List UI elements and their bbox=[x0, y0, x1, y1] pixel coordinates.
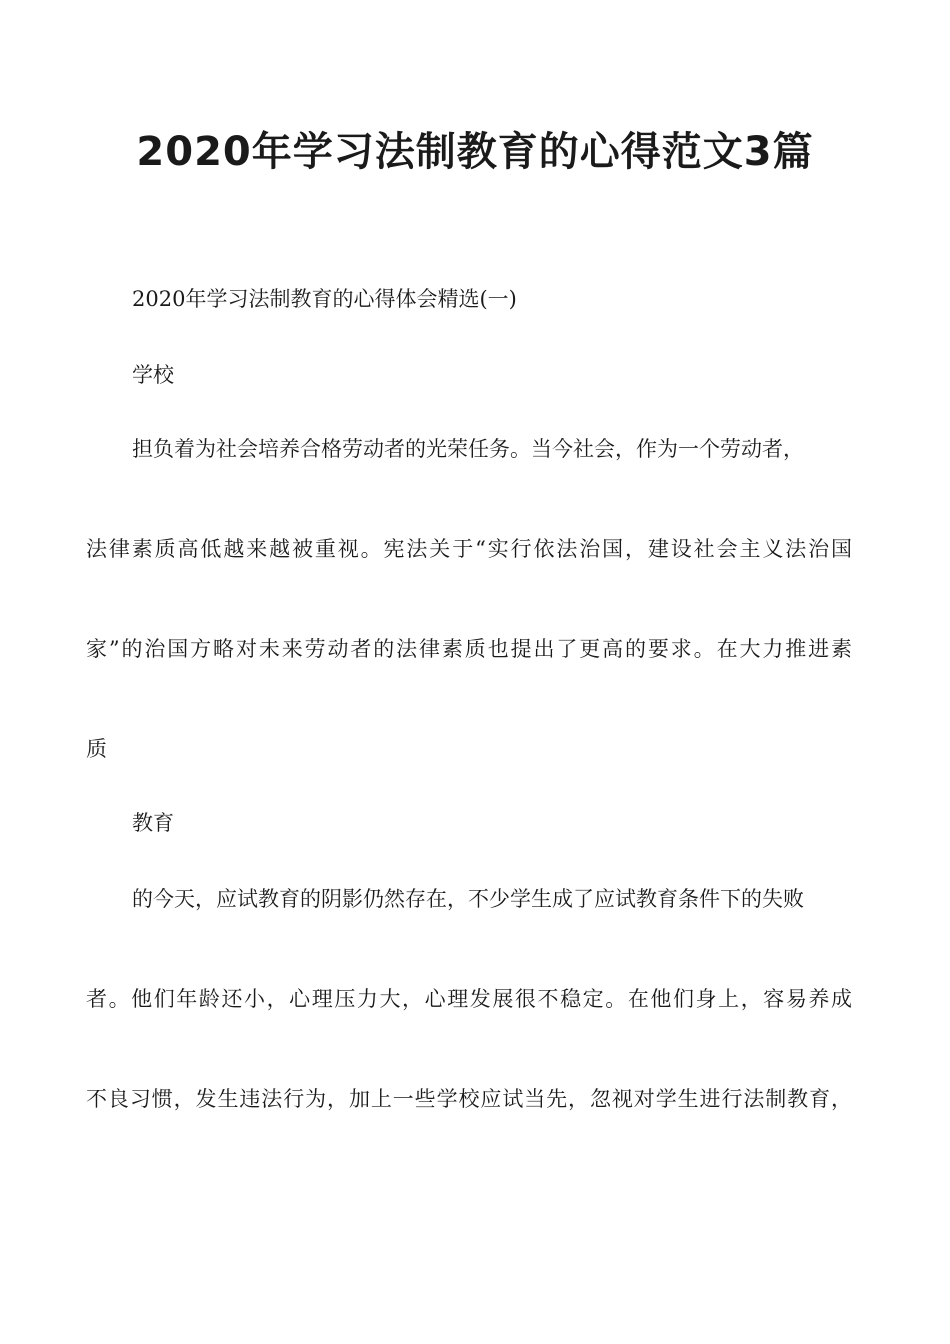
paragraph-line: 教育 bbox=[132, 811, 174, 835]
paragraph-line: 学校 bbox=[132, 363, 174, 387]
paragraph-line: 担负着为社会培养合格劳动者的光荣任务。当今社会，作为一个劳动者， bbox=[132, 437, 804, 461]
paragraph-line: 法律素质高低越来越被重视。宪法关于“实行依法治国，建设社会主义法治国 bbox=[86, 537, 852, 561]
section-heading: 2020年学习法制教育的心得体会精选(一) bbox=[132, 287, 517, 311]
paragraph-line: 不良习惯，发生违法行为，加上一些学校应试当先，忽视对学生进行法制教育， bbox=[86, 1087, 852, 1111]
paragraph-line: 家”的治国方略对未来劳动者的法律素质也提出了更高的要求。在大力推进素 bbox=[86, 637, 852, 661]
paragraph-line: 的今天，应试教育的阴影仍然存在，不少学生成了应试教育条件下的失败 bbox=[132, 887, 804, 911]
document-title: 2020年学习法制教育的心得范文3篇 bbox=[136, 129, 814, 175]
paragraph-line: 质 bbox=[86, 737, 107, 761]
paragraph-line: 者。他们年龄还小，心理压力大，心理发展很不稳定。在他们身上，容易养成 bbox=[86, 987, 852, 1011]
